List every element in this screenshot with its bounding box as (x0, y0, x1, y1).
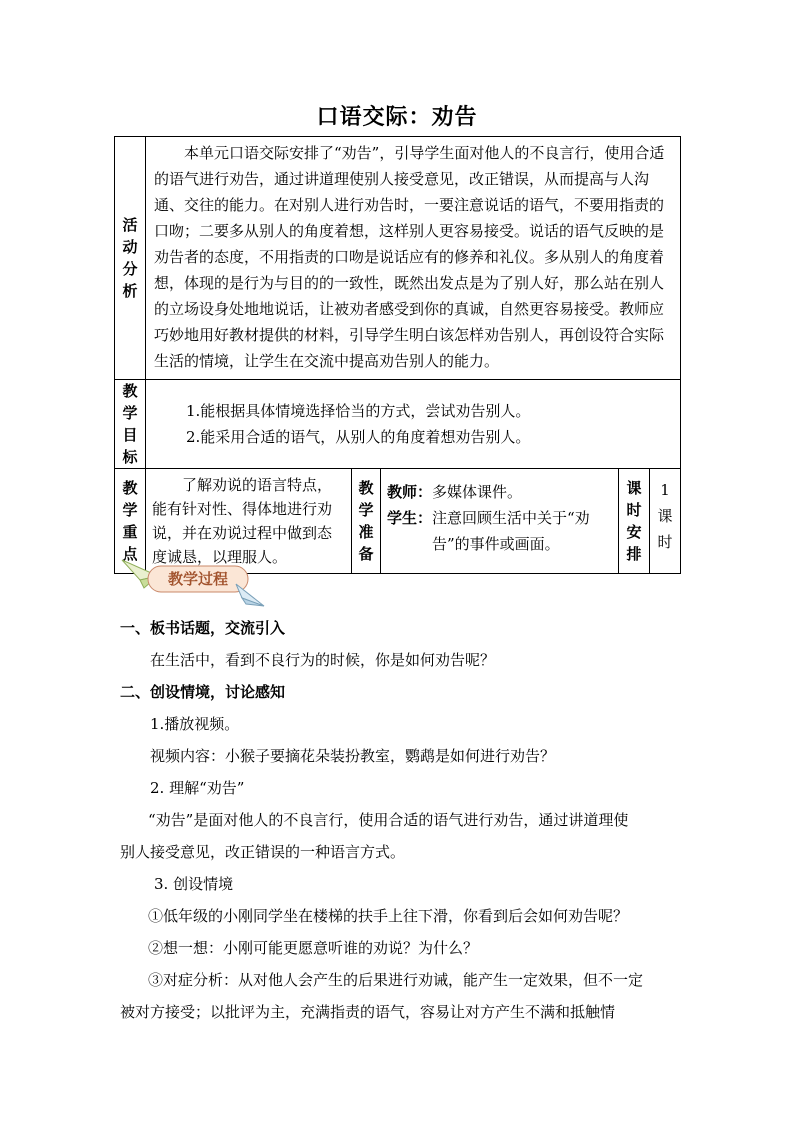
teaching-process (120, 612, 680, 1028)
analysis-row (115, 137, 681, 380)
paragraph: 2. 理解“劝告” (150, 779, 245, 797)
prep-content (381, 469, 619, 574)
goals-row (115, 380, 681, 469)
goal-item: 2.能采用合适的语气，从别人的角度着想劝告别人。 (186, 428, 531, 446)
lesson-plan-table (114, 136, 681, 574)
key-label: 教 学 重 点 (115, 469, 146, 574)
goals-label: 教 学 目 标 (115, 380, 146, 469)
prep-teacher: 教师：多媒体课件。 (387, 483, 523, 501)
section-heading: 一、板书话题，交流引入 (120, 619, 286, 637)
banner-label: 教学过程 (167, 570, 229, 588)
goals-list (146, 380, 681, 469)
paragraph: “劝告”是面对他人的不良言行，使用合适的语气进行劝告，通过讲道理使 (148, 811, 629, 829)
paragraph: 视频内容：小猴子要摘花朵装扮教室，鹦鹉是如何进行劝告？ (150, 747, 556, 765)
schedule-label: 课 时 安 排 (619, 469, 650, 574)
goal-item: 1.能根据具体情境选择恰当的方式，尝试劝告别人。 (186, 402, 531, 420)
section-heading: 二、创设情境，讨论感知 (120, 683, 286, 701)
paper-plane-icon (236, 584, 264, 606)
prep-student: 学生： 注意回顾生活中关于“劝告”的事件或画面。 (387, 509, 590, 553)
analysis-text: 本单元口语交际安排了“劝告”，引导学生面对他人的不良言行，使用合适的语气进行劝告，通过讲道理使别人接受意见，改正错误，从而提高与人沟通、交往的能力。在对别人进行劝告时，一要注意说话的语气，不要用指责的口吻；二要多从别人的角度着想，这样别人更容易接受。说话的语气反映的是劝告者的态度，不用指责的口吻是说话应有的修养和礼仪。多从别人的角度着想，体现的是行为与目的的一致性，既然出发点是为了别人好，那么站在别人的立场设身处地地说话，让被劝者感受到你的真诚，自然更容易接受。教师应巧妙地用好教材提供的材料，引导学生明白该怎样劝告别人，再创设符合实际生活的情境，让学生在交流中提高劝告别人的能力。 (146, 137, 681, 380)
teaching-process-banner (118, 554, 268, 610)
prep-label: 教 学 准 备 (352, 469, 381, 574)
key-text: 了解劝说的语言特点，能有针对性、得体地进行劝说，并在劝说过程中做到态度诚恳，以理服人。 (146, 469, 352, 574)
paragraph: 3. 创设情境 (154, 875, 234, 893)
paragraph: ②想一想：小刚可能更愿意听谁的劝说？为什么？ (148, 939, 479, 957)
paragraph: 1.播放视频。 (150, 715, 240, 733)
paragraph: ①低年级的小刚同学坐在楼梯的扶手上往下滑，你看到后会如何劝告呢？ (148, 907, 629, 925)
analysis-label: 活 动 分 析 (115, 137, 146, 380)
page-title: 口语交际：劝告 (316, 104, 478, 130)
paragraph: 被对方接受；以批评为主，充满指责的语气，容易让对方产生不满和抵触情 (120, 1003, 616, 1021)
paragraph: 在生活中，看到不良行为的时候，你是如何劝告呢？ (150, 651, 496, 669)
schedule-value: 1 课 时 (650, 469, 681, 574)
paragraph: 别人接受意见，改正错误的一种语言方式。 (120, 843, 406, 861)
paragraph: ③对症分析：从对他人会产生的后果进行劝诫，能产生一定效果，但不一定 (148, 971, 644, 989)
